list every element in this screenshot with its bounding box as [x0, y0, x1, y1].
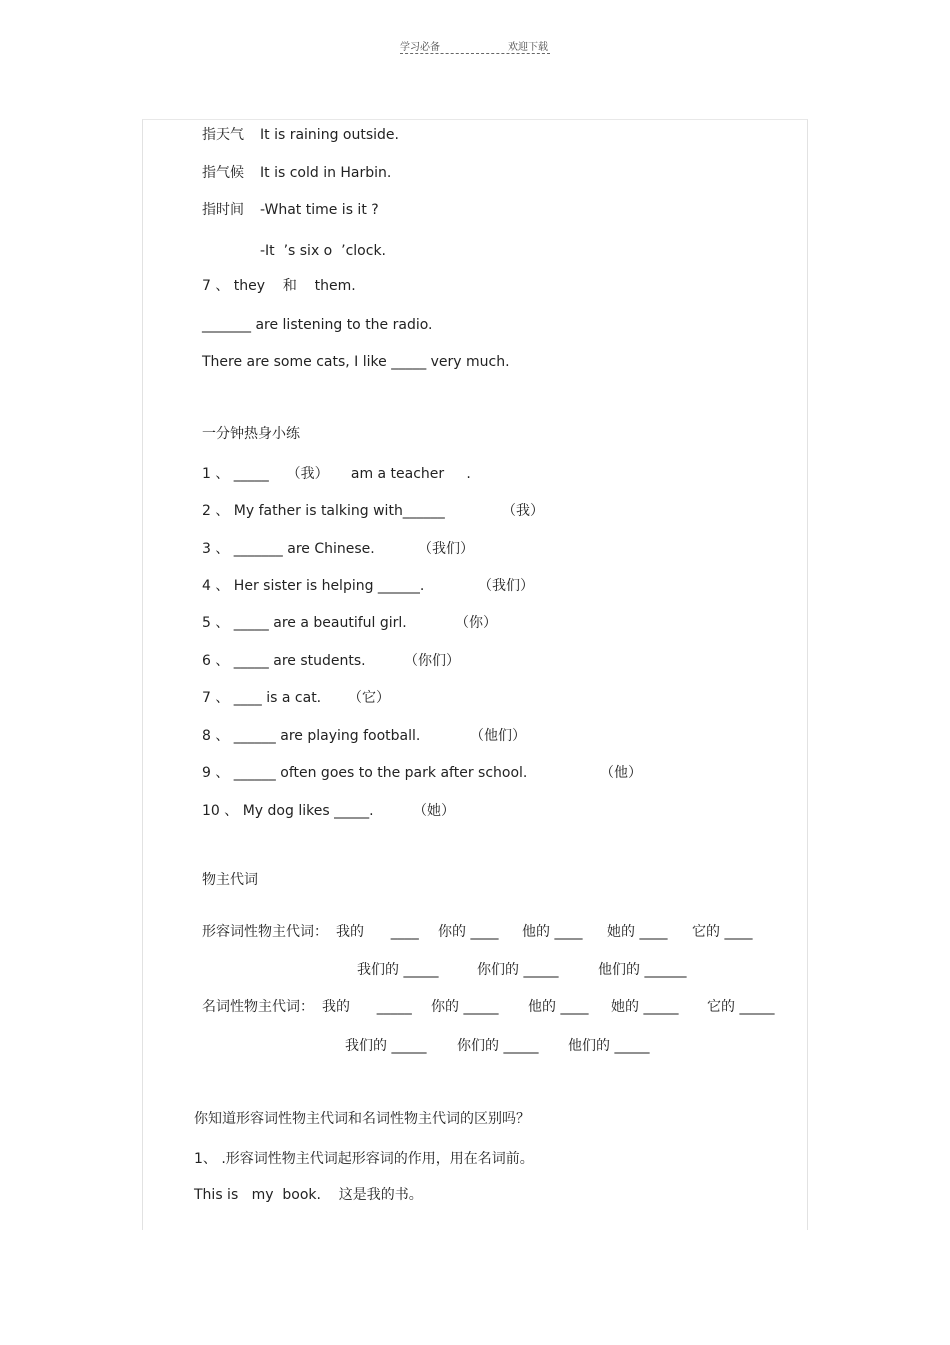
adj-row2-women: 我们的 _____	[357, 962, 439, 978]
time-label: 指时间	[202, 202, 244, 218]
noun-row2-tamen: 他们的 _____	[568, 1038, 650, 1054]
warmup-item-2: 2 、 My father is talking with______	[202, 503, 445, 519]
time-answer: -It ’s six o ’clock.	[260, 243, 387, 259]
warmup-item-1: 1 、 _____ （我） am a teacher .	[202, 466, 471, 482]
time-question: -What time is it ?	[260, 202, 379, 218]
possessive-title: 物主代词	[202, 872, 258, 888]
noun-row1-ta-he: 他的 ____	[528, 999, 589, 1015]
warmup-hint-2: （我）	[502, 503, 544, 519]
warmup-item-6: 6 、 _____ are students.	[202, 653, 366, 669]
difference-example: This is my book. 这是我的书。	[194, 1187, 423, 1203]
warmup-item-5: 5 、 _____ are a beautiful girl.	[202, 615, 407, 631]
noun-row1-wo: 我的 _____	[322, 999, 412, 1015]
climate-example: It is cold in Harbin.	[260, 165, 392, 181]
header-divider	[400, 53, 550, 54]
warmup-title: 一分钟热身小练	[202, 426, 300, 442]
warmup-item-7: 7 、 ____ is a cat.	[202, 690, 322, 706]
weather-example: It is raining outside.	[260, 127, 399, 143]
adj-row1-ta-he: 他的 ____	[522, 924, 583, 940]
header-right: 欢迎下载	[508, 42, 548, 53]
difference-question: 你知道形容词性物主代词和名词性物主代词的区别吗？	[194, 1111, 530, 1127]
difference-point-1: 1、 .形容词性物主代词起形容词的作用，用在名词前。	[194, 1151, 534, 1167]
adj-possessive-label: 形容词性物主代词：	[202, 924, 328, 940]
warmup-hint-3: （我们）	[418, 541, 474, 557]
adj-row1-ta-it: 它的 ____	[692, 924, 753, 940]
noun-row1-ta-she: 她的 _____	[611, 999, 679, 1015]
adj-row1-ni: 你的 ____	[438, 924, 499, 940]
noun-row1-ta-it: 它的 _____	[707, 999, 775, 1015]
warmup-item-9: 9 、 ______ often goes to the park after school.	[202, 765, 528, 781]
warmup-item-10: 10 、 My dog likes _____.	[202, 803, 374, 819]
noun-row1-ni: 你的 _____	[431, 999, 499, 1015]
climate-label: 指气候	[202, 165, 244, 181]
warmup-hint-8: （他们）	[470, 728, 526, 744]
noun-row2-women: 我们的 _____	[345, 1038, 427, 1054]
warmup-hint-7: （它）	[348, 690, 390, 706]
warmup-item-3: 3 、 _______ are Chinese.	[202, 541, 375, 557]
header-left: 学习必备	[400, 42, 440, 53]
warmup-hint-4: （我们）	[478, 578, 534, 594]
warmup-hint-5: （你）	[455, 615, 497, 631]
warmup-hint-9: （他）	[600, 765, 642, 781]
adj-row2-tamen: 他们的 ______	[598, 962, 687, 978]
weather-label: 指天气	[202, 127, 244, 143]
adj-row2-nimen: 你们的 _____	[477, 962, 559, 978]
section7-line2: There are some cats, I like _____ very much.	[202, 354, 510, 370]
page-header	[400, 38, 550, 56]
noun-row2-nimen: 你们的 _____	[457, 1038, 539, 1054]
warmup-item-4: 4 、 Her sister is helping ______.	[202, 578, 425, 594]
adj-row1-ta-she: 她的 ____	[607, 924, 668, 940]
warmup-item-8: 8 、 ______ are playing football.	[202, 728, 421, 744]
section7-heading: 7 、 they 和 them.	[202, 278, 356, 294]
warmup-hint-6: （你们）	[404, 653, 460, 669]
noun-possessive-label: 名词性物主代词：	[202, 999, 314, 1015]
section7-line1: _______ are listening to the radio.	[202, 317, 433, 333]
warmup-hint-10: （她）	[413, 803, 455, 819]
adj-row1-wo: 我的 ____	[336, 924, 419, 940]
